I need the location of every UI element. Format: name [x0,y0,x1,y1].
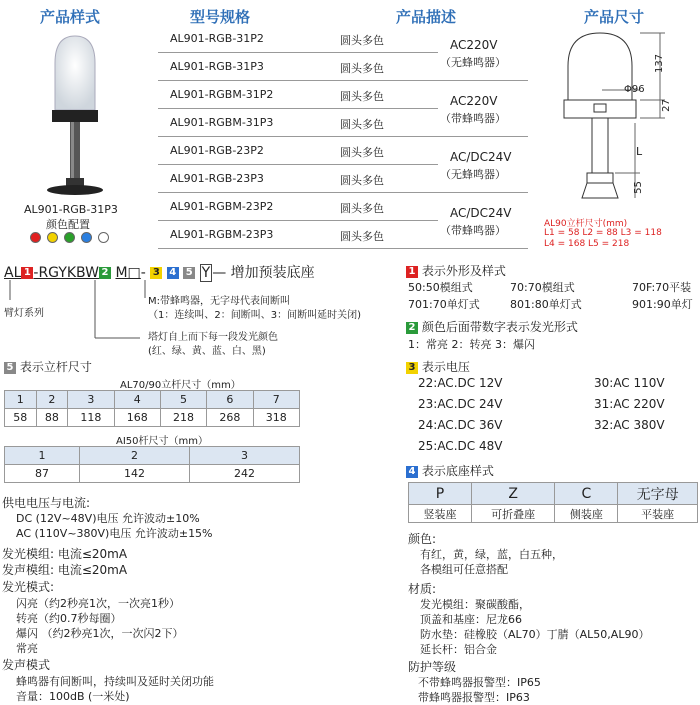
code-n2: 2 [99,267,111,279]
s2-title: 颜色后面带数字表示发光形式 [421,320,578,334]
voltage-note: （带蜂鸣器） [440,224,506,237]
s3-heading [406,358,470,375]
dim-137: 137 [654,53,666,74]
model-number: AL901-RGB-31P2 [170,32,264,45]
color-dot [98,232,109,243]
table-cell: 4 [114,391,160,409]
model-desc: 圆头多色 [340,34,384,47]
table-cell: 3 [190,447,300,465]
table-cell: 7 [253,391,299,409]
s3-title: 表示电压 [421,360,470,374]
s4-title: 表示底座样式 [421,464,494,478]
code-n4: 4 [167,267,179,279]
row-divider [158,108,438,109]
table-cell: 268 [207,409,253,427]
mode-item: 闪亮（约2秒亮1次，一次亮1秒） [16,597,180,610]
s5-num: 5 [4,362,16,374]
model-number: AL901-RGB-23P2 [170,144,264,157]
header-model: 型号规格 [190,8,251,26]
table-cell: 168 [114,409,160,427]
row-divider [158,80,528,81]
lamp-caption: AL901-RGB-31P3 [24,203,118,216]
mat-title: 材质: [408,582,437,596]
model-desc: 圆头多色 [340,118,384,131]
s1-title: 表示外形及样式 [421,264,506,278]
sound-current: 发声模组: 电流≤20mA [2,563,128,577]
table-cell: 88 [36,409,68,427]
s1-r2c3: 901:90单灯 [632,298,693,311]
s2-num: 2 [406,322,418,334]
model-desc: 圆头多色 [340,230,384,243]
model-number: AL901-RGBM-23P2 [170,200,274,213]
table-cell: 可折叠座 [471,505,554,523]
model-desc: 圆头多色 [340,202,384,215]
table-cell: 242 [190,465,300,483]
mode-item: 常亮 [16,642,38,655]
model-desc: 圆头多色 [340,146,384,159]
s1-r1c3: 70F:70平装 [632,281,692,294]
lamp-subcaption: 颜色配置 [46,218,90,231]
color-title: 颜色: [408,532,437,546]
code-n1: 1 [21,267,33,279]
code-y-note: — 增加预装底座 [212,265,315,281]
m-note1: M:带蜂鸣器，无字母代表间断叫 [148,296,290,307]
table-cell: 87 [5,465,80,483]
code-n3: 3 [150,267,162,279]
model-desc: 圆头多色 [340,174,384,187]
code-al: AL [4,265,22,281]
color-dot [47,232,58,243]
mat-line2: 顶盖和基座：尼龙66 [420,613,522,626]
dim-d96: Φ96 [624,84,645,95]
ip-title: 防护等级 [408,660,457,674]
mode-item: 爆闪 （约2秒亮1次，一次闪2下） [16,627,184,640]
voltage-code: 25:AC.DC 48V [418,439,503,453]
header-style: 产品样式 [40,8,101,26]
model-number: AL901-RGB-23P3 [170,172,264,185]
beep-line2: 音量：100dB (一米处) [16,690,130,703]
code-dash: - [140,265,146,281]
code-n5: 5 [183,267,195,279]
row-divider [158,164,438,165]
color-line1: 有红，黄，绿，蓝，白五种， [420,548,563,561]
arm-series: 臂灯系列 [4,308,44,319]
s2-line: 1：常亮 2：转亮 3：爆闪 [408,338,535,351]
voltage-code: 31:AC 220V [594,397,665,411]
voltage-code: 23:AC.DC 24V [418,397,503,411]
s5-title: 表示立杆尺寸 [19,360,92,374]
table-cell: 无字母 [618,483,698,505]
mat-line4: 延长杆：铝合金 [420,643,497,656]
voltage-code: 24:AC.DC 36V [418,418,503,432]
pole-size-table-1 [4,390,300,427]
table-cell: 6 [207,391,253,409]
voltage-value: AC220V [450,38,498,52]
table-cell: 118 [68,409,114,427]
beep-title: 发声模式 [2,658,51,672]
table-cell: 1 [5,391,37,409]
table-cell: 2 [36,391,68,409]
model-number: AL901-RGBM-23P3 [170,228,274,241]
t1-caption: AL70/90立杆尺寸（mm） [120,380,241,391]
header-desc: 产品描述 [396,8,457,26]
row-divider [158,248,528,249]
s4-heading [406,462,494,479]
s2-heading [406,318,578,335]
code-rest: -RGYKBW [33,265,100,281]
dim-27: 27 [660,99,672,112]
supply-ac: AC (110V~380V)电压 允许波动±15% [16,527,213,540]
voltage-value: AC/DC24V [450,206,512,220]
model-number: AL901-RGBM-31P2 [170,88,274,101]
m-note2: （1：连续叫、2：间断叫、3：间断叫延时关闭) [148,310,361,321]
row-divider [158,192,528,193]
row-divider [158,136,528,137]
dimension-drawing [540,28,695,218]
table-cell: 1 [5,447,80,465]
mode-item: 转亮（约0.7秒每圈） [16,612,122,625]
led-current: 发光模组: 电流≤20mA [2,547,128,561]
supply-dc: DC (12V~48V)电压 允许波动±10% [16,512,200,525]
color-dot [64,232,75,243]
voltage-value: AC220V [450,94,498,108]
model-number: AL901-RGB-31P3 [170,60,264,73]
model-desc: 圆头多色 [340,62,384,75]
dim-55: 55 [632,181,644,194]
pole-size-table-2 [4,446,300,483]
table-cell: 142 [80,465,190,483]
table-cell: 侧装座 [555,505,618,523]
table-cell: 竖装座 [409,505,472,523]
mode-title: 发光模式: [2,580,55,594]
pole-note-title: AL90立杆尺寸(mm) [544,219,628,229]
color-dot [81,232,92,243]
table-cell: 58 [5,409,37,427]
dim-L: L [636,145,643,158]
ip-line2: 带蜂鸣器报警型：IP63 [418,691,530,704]
s1-r1c1: 50:50模组式 [408,281,473,294]
table-cell: 平装座 [618,505,698,523]
table-cell: 3 [68,391,114,409]
voltage-code: 30:AC 110V [594,376,665,390]
pole-note-line2: L4 = 168 L5 = 218 [544,239,630,249]
model-number: AL901-RGBM-31P3 [170,116,274,129]
ip-line1: 不带蜂鸣器报警型：IP65 [418,676,541,689]
row-divider [158,52,438,53]
mat-line3: 防水垫：硅橡胶（AL70）丁腈（AL50,AL90） [420,628,650,641]
voltage-note: （无蜂鸣器） [440,168,506,181]
s1-heading [406,262,506,279]
voltage-note: （无蜂鸣器） [440,56,506,69]
pole-note-line1: L1 = 58 L2 = 88 L3 = 118 [544,228,662,238]
code-m: M□ [115,265,141,281]
beep-line1: 蜂鸣器有间断叫，持续叫及延时关闭功能 [16,675,214,688]
table-cell: C [555,483,618,505]
model-desc: 圆头多色 [340,90,384,103]
table-cell: 318 [253,409,299,427]
voltage-value: AC/DC24V [450,150,512,164]
t2-caption: AI50杆尺寸（mm） [116,436,208,447]
tower-lamp-image [30,28,120,198]
base-style-table [408,482,698,523]
s1-r1c2: 70:70模组式 [510,281,575,294]
s5-heading [4,358,92,375]
color-note1: 塔灯自上而下每一段发光颜色 [148,332,278,343]
s1-num: 1 [406,266,418,278]
color-line2: 各模组可任意搭配 [420,563,508,576]
header-size: 产品尺寸 [584,8,645,26]
code-y: Y [201,265,211,281]
table-cell: 218 [160,409,206,427]
voltage-code: 32:AC 380V [594,418,665,432]
s1-r2c1: 701:70单灯式 [408,298,480,311]
s3-num: 3 [406,362,418,374]
color-dots [30,232,115,246]
color-dot [30,232,41,243]
row-divider [158,220,438,221]
s1-r2c2: 801:80单灯式 [510,298,582,311]
table-cell: 5 [160,391,206,409]
voltage-code: 22:AC.DC 12V [418,376,503,390]
mat-line1: 发光模组：聚碳酸酯， [420,598,530,611]
voltage-note: （带蜂鸣器） [440,112,506,125]
supply-title: 供电电压与电流: [2,496,91,510]
table-cell: Z [471,483,554,505]
s4-num: 4 [406,466,418,478]
table-cell: 2 [80,447,190,465]
color-note2: (红、绿、黄、蓝、白、黑) [148,346,266,357]
table-cell: P [409,483,472,505]
